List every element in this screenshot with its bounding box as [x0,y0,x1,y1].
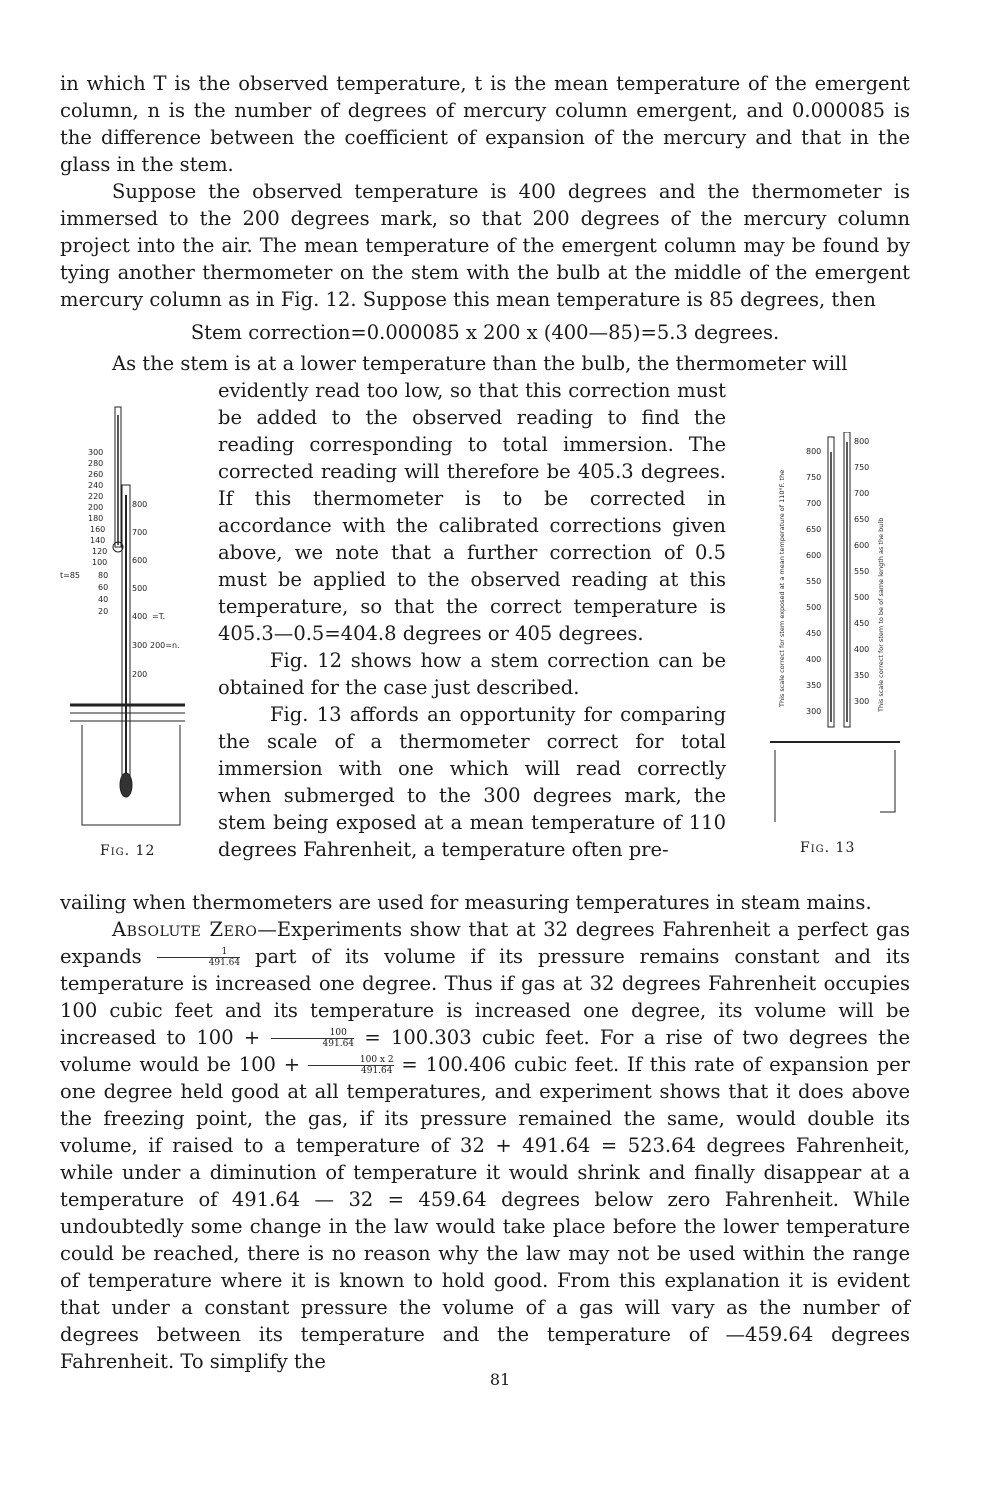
fraction-2 [271,1028,355,1049]
fig12-left-tick: 140 [90,536,106,545]
fig13-left-note: This scale correct for stem exposed at a mean temperature of 110°F. the [778,469,786,707]
fig13-left-tick: 500 [806,603,822,612]
fig12-left-tick: 200 [88,503,104,512]
fig12-right-tick: 700 [132,528,148,537]
figure-13 [770,432,920,887]
fig13-left-tick: 750 [806,473,822,482]
fig12-left-tick: 220 [88,492,104,501]
page-body [60,70,910,1375]
fig13-left-tick: 350 [806,681,822,690]
fig12-right-scale [132,500,147,679]
fig13-left-tick: 550 [806,577,822,586]
section-head-absolute-zero: Absolute Zero [112,918,258,941]
fraction-2-numerator: 100 [271,1028,355,1039]
fig13-right-tick: 600 [854,541,870,550]
fig12-left-tick: 260 [88,470,104,479]
fig12-right-tick: 300 [132,641,148,650]
figure-block [60,377,910,889]
paragraph-2: Suppose the observed temperature is 400 degrees and the thermometer is immersed to the 200 degrees mark, so that 200 degrees of the mercury column project into the air. The mean temperature of the emergent column may be found by tying another thermometer on the stem with the bulb at the middle of the emergent mercury column as in Fig. 12. Suppose this mean temperature is 85 degrees, then [60,180,910,311]
fig12-T-label: =T. [152,612,166,621]
fig12-left-tick: 40 [98,595,109,604]
paragraph-3-lead: As the stem is at a lower temperature than the bulb, the thermometer will [112,352,848,375]
paragraph-3-mid: evidently read too low, so that this correction must be added to the observed reading to find the reading corresponding to total immersion. The corrected reading will therefore be 405.3 degrees. If this thermometer is to be corrected in accordance with the calibrated corrections given above, we note that a further correction of 0.5 must be applied to the observed reading at this temperature, so that the correct temperature is 405.3—0.5=404.8 degrees or 405 degrees. [218,379,726,645]
fig13-right-tick: 500 [854,593,870,602]
paragraph-absolute-zero [60,916,910,1375]
fig13-left-tick: 700 [806,499,822,508]
main-thermometer [120,485,132,797]
figure-12 [60,405,210,860]
fig13-left-tick: 300 [806,707,822,716]
fig13-left-thermometer [828,437,834,727]
absolute-zero-text-b: part of its volume if its pressure remains constant and its temperature is increased one degree. Thus if gas at 32 degrees Fahrenheit occupies 100 cubic feet and its temperature is increased one degree, its volume will be increased to 100 + [60,945,911,1049]
fig12-left-tick: 80 [98,571,109,580]
figure-text-column [218,377,726,863]
fig12-mean-temp-label: t=85 [60,571,81,580]
figure-13-caption: Fig. 13 [800,840,856,856]
fig12-right-tick: 400 [132,612,148,621]
fig13-right-tick: 550 [854,567,870,576]
figure-13-drawing [770,432,920,832]
fraction-1-numerator: 1 [157,947,241,958]
fig12-left-tick: 120 [92,547,108,556]
paragraph-5-mid: Fig. 13 affords an opportunity for comparing the scale of a thermometer correct for total immersion with one which will read correctly when submerged to the 300 degrees mark, the stem being exposed at a mean temperature of 110 degrees Fahrenheit, a temperature often pre- [218,703,726,861]
fig13-left-tick: 800 [806,447,822,456]
fig13-right-tick: 750 [854,463,870,472]
fig13-right-scale [854,437,869,706]
fig13-right-thermometer [844,432,850,727]
figure-12-caption: Fig. 12 [100,843,156,859]
fig12-left-tick: 160 [90,525,106,534]
fig12-right-tick: 800 [132,500,148,509]
fig12-n-label: 200=n. [150,641,180,650]
fig13-left-scale [806,447,821,716]
paragraph-1: in which T is the observed temperature, t is the mean temperature of the emergent column, n is the number of degrees of mercury column emergent, and 0.000085 is the difference between the coefficient of expansion of the mercury and that in the glass in the stem. [60,72,910,176]
fig13-right-tick: 350 [854,671,870,680]
fig12-left-tick: 280 [88,459,104,468]
stem-correction-formula: Stem correction=0.000085 x 200 x (400—85)=5.3 degrees. [190,321,780,344]
paragraph-5-tail: vailing when thermometers are used for measuring temperatures in steam mains. [60,891,872,914]
immersion-vessel [70,705,185,825]
page-number: 81 [489,1370,511,1389]
fig12-left-tick: 20 [98,607,109,616]
fig12-right-tick: 500 [132,584,148,593]
fig13-vessel [770,742,900,822]
fig12-left-tick: 300 [88,448,104,457]
fraction-2-denominator: 491.64 [322,1039,355,1049]
fig13-right-tick: 400 [854,645,870,654]
fig12-left-tick: 240 [88,481,104,490]
paragraph-4: Fig. 12 shows how a stem correction can be obtained for the case just described. [218,649,726,699]
fraction-3-denominator: 491.64 [361,1066,393,1076]
fig12-right-tick: 200 [132,670,148,679]
absolute-zero-text-a: —Experiments show that at 32 degrees Fahrenheit a perfect gas expands [60,918,911,968]
fig13-right-tick: 800 [854,437,870,446]
fraction-1 [157,947,241,968]
fig13-left-tick: 650 [806,525,822,534]
fig12-right-tick: 600 [132,556,148,565]
fig13-right-tick: 450 [854,619,870,628]
fig13-left-tick: 600 [806,551,822,560]
figure-12-drawing [60,405,210,835]
absolute-zero-text-c: = 100.303 cubic feet. For a rise of two degrees the volume would be 100 + [60,1026,911,1076]
fig13-right-note: This scale correct for stem to be of same length as the bulb [877,517,885,712]
fig12-left-scale [88,448,108,616]
fig13-right-tick: 700 [854,489,870,498]
fig13-left-tick: 400 [806,655,822,664]
fig12-left-tick: 100 [92,558,108,567]
fig12-left-tick: 60 [98,583,109,592]
fraction-3-numerator: 100 x 2 [308,1055,394,1066]
fig13-left-tick: 450 [806,629,822,638]
fig12-left-tick: 180 [88,514,104,523]
fig13-right-tick: 650 [854,515,870,524]
absolute-zero-text-d: = 100.406 cubic feet. If this rate of expansion per one degree held good at all temperatures, and experiment shows that it does above the freezing point, the gas, if its pressure remained the same, would double its volume, if raised to a temperature of 32 + 491.64 = 523.64 degrees Fahrenheit, while under a diminution of temperature it would shrink and finally disappear at a temperature of 491.64 — 32 = 459.64 degrees below zero Fahrenheit. While undoubtedly some change in the law would take place before the lower temperature could be reached, there is no reason why the law may not be used within the range of temperature where it is known to hold good. From this explanation it is evident that under a constant pressure the volume of a gas will vary as the number of degrees between its temperature and the temperature of —459.64 degrees Fahrenheit. To simplify the [60,1053,911,1373]
fig13-right-tick: 300 [854,697,870,706]
fraction-1-denominator: 491.64 [208,958,241,968]
fraction-3 [308,1055,394,1076]
